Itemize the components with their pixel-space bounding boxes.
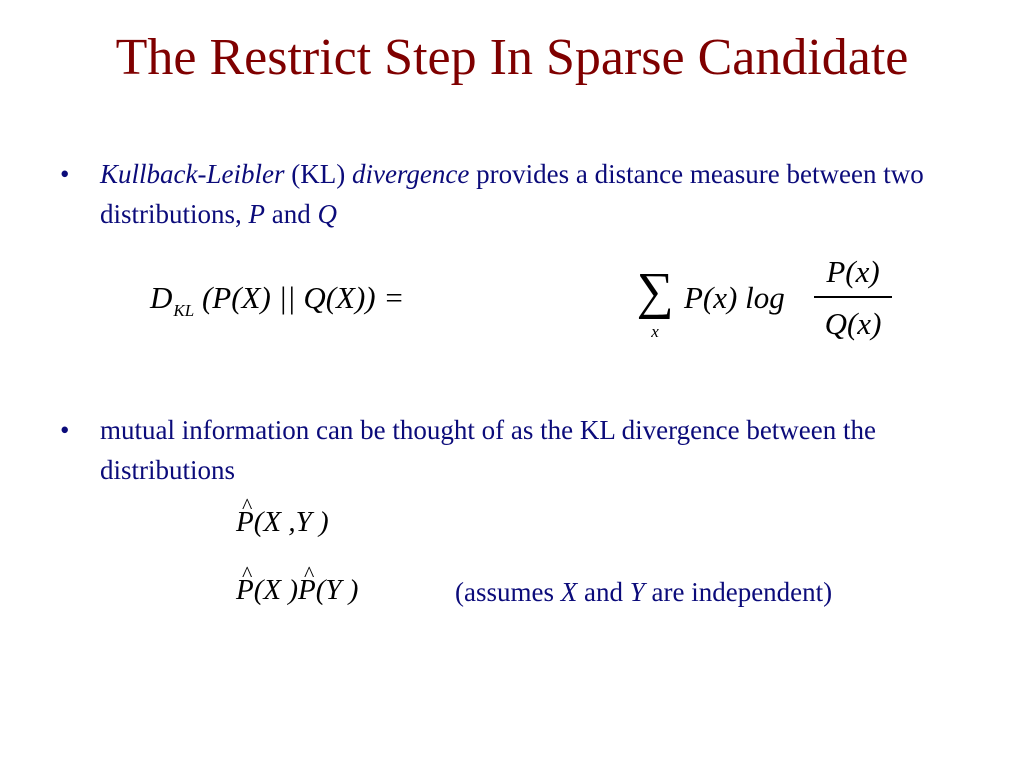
conjunction-and: and: [583, 577, 623, 607]
summation-symbol: ∑: [636, 263, 674, 320]
term-divergence: divergence: [351, 159, 470, 189]
variable-x: X: [560, 577, 578, 607]
summation-index: x: [651, 322, 659, 341]
p-hat-symbol: ^ P: [236, 502, 254, 542]
formula-arguments: (Y ): [315, 574, 359, 606]
variable-p: P: [248, 199, 266, 229]
term-kullback-leibler: Kullback-Leibler: [100, 159, 285, 189]
note-close: are independent): [651, 577, 833, 607]
conjunction-and: and: [271, 199, 311, 229]
summation: [632, 263, 678, 342]
summand: P(x) log: [684, 280, 785, 315]
fraction-bar: [814, 296, 892, 298]
p-hat-symbol: ^ P: [236, 570, 254, 610]
formula-arguments: (X ): [253, 574, 298, 606]
bullet-text: mutual information can be thought of as the KL divergence between the distributions: [100, 415, 876, 485]
bullet-marker: •: [60, 159, 70, 189]
note-open: (assumes: [455, 577, 554, 607]
joint-distribution-formula: [236, 502, 329, 542]
divergence-subscript: KL: [173, 301, 195, 320]
formula-arguments: (X ,Y ): [253, 506, 329, 538]
slide-title: The Restrict Step In Sparse Candidate: [115, 29, 909, 86]
variable-q: Q: [317, 199, 337, 229]
divergence-symbol: D: [150, 280, 173, 315]
bullet-text: provides a distance measure between two distributions,: [100, 159, 924, 229]
product-distribution-formula: [236, 570, 358, 610]
formula-arguments: (P(X) || Q(X)) =: [201, 280, 405, 315]
fraction-numerator: P(x): [826, 254, 880, 289]
bullet-marker: •: [60, 415, 70, 445]
fraction-denominator: Q(x): [824, 305, 882, 341]
p-hat-symbol: ^ P: [298, 570, 316, 610]
variable-y: Y: [629, 577, 645, 607]
kl-abbreviation: (KL): [291, 159, 346, 189]
kl-divergence-formula: [150, 252, 882, 352]
bullet-kl-definition: [60, 154, 940, 234]
fraction: [814, 252, 892, 344]
independence-note: [455, 574, 832, 610]
formula-lhs: [150, 278, 404, 331]
bullet-mutual-information: [60, 410, 940, 490]
